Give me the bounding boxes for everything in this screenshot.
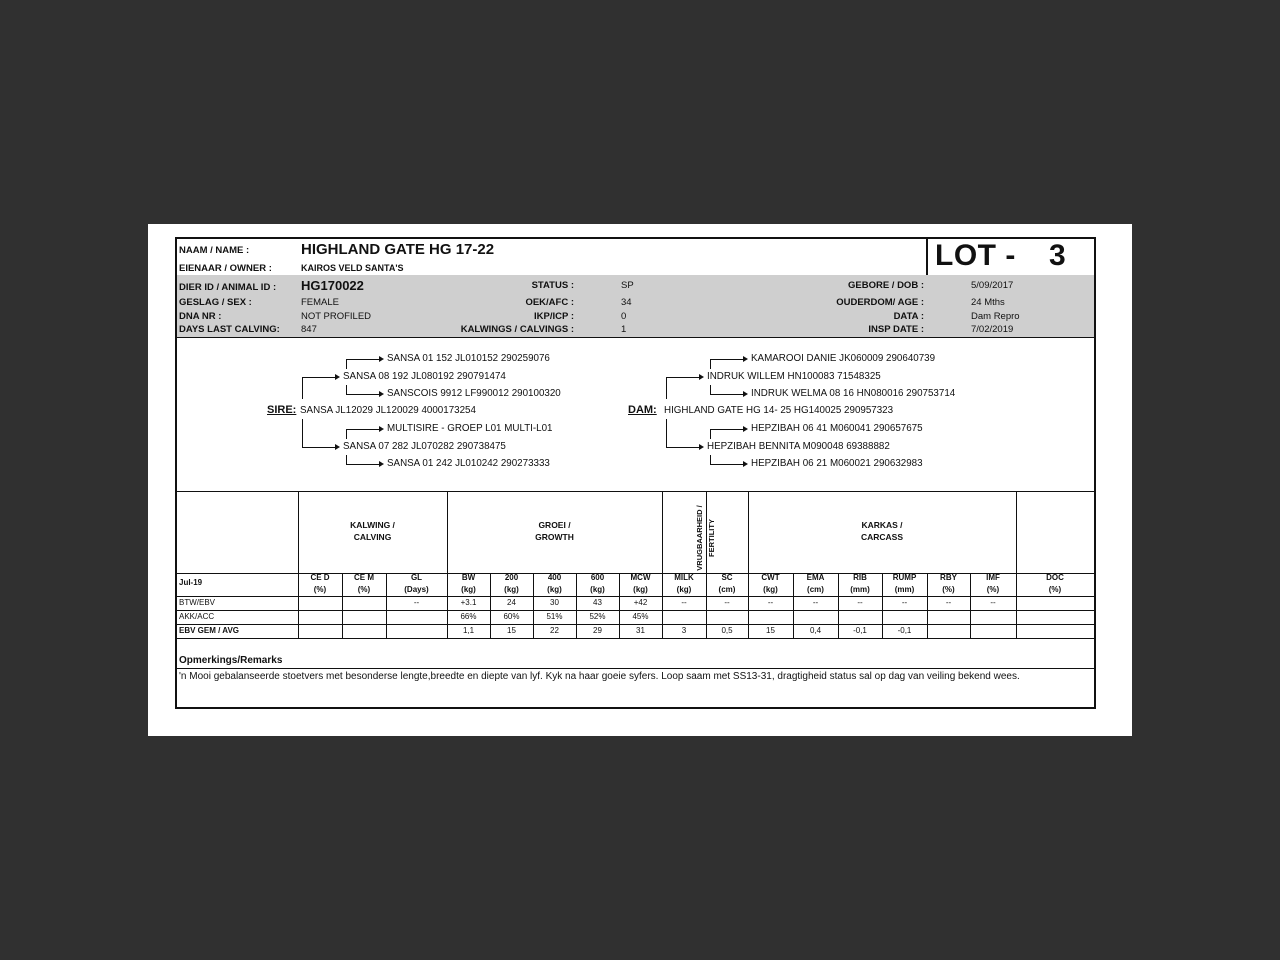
row-label: EBV GEM / AVG bbox=[179, 626, 240, 635]
column-name: RBY bbox=[940, 573, 957, 582]
column-name: 400 bbox=[547, 573, 562, 582]
table-cell: 52% bbox=[589, 612, 606, 621]
column-header-3 bbox=[447, 572, 490, 596]
dna-value: NOT PROFILED bbox=[301, 311, 372, 322]
column-unit: (kg) bbox=[504, 585, 519, 594]
table-vline bbox=[298, 491, 299, 639]
owner-value: KAIROS VELD SANTA'S bbox=[301, 263, 404, 273]
sire-name: SANSA JL12029 JL120029 4000173254 bbox=[300, 405, 476, 416]
table-cell: 66% bbox=[460, 612, 477, 621]
column-name: CE M bbox=[354, 573, 374, 582]
column-header-6 bbox=[576, 572, 619, 596]
dam-dam-line bbox=[666, 419, 700, 448]
column-name: RIB bbox=[853, 573, 867, 582]
table-hline bbox=[177, 624, 1094, 625]
lot-number: 3 bbox=[1049, 239, 1067, 272]
sire-label: SIRE: bbox=[267, 404, 297, 416]
table-cell: 0,4 bbox=[809, 626, 822, 635]
carcass-group-line2: CARCASS bbox=[860, 532, 904, 542]
arrow-icon bbox=[743, 426, 748, 432]
afc-label: OEK/AFC : bbox=[525, 297, 574, 308]
column-unit: (kg) bbox=[676, 585, 692, 594]
column-name: RUMP bbox=[892, 573, 917, 582]
column-unit: (mm) bbox=[850, 585, 870, 594]
status-value: SP bbox=[621, 280, 634, 291]
dam-name: HIGHLAND GATE HG 14- 25 HG140025 290957323 bbox=[664, 405, 894, 416]
column-name: BW bbox=[461, 573, 476, 582]
document-sheet bbox=[148, 224, 1132, 736]
arrow-icon bbox=[379, 461, 384, 467]
afc-value: 34 bbox=[621, 297, 632, 308]
sire-dam-sire-name: MULTISIRE - GROEP L01 MULTI-L01 bbox=[387, 423, 553, 434]
table-cell: 24 bbox=[507, 598, 516, 607]
table-cell: 15 bbox=[766, 626, 775, 635]
column-unit: (Days) bbox=[404, 585, 429, 594]
table-vline bbox=[662, 491, 663, 639]
table-cell: 29 bbox=[593, 626, 602, 635]
column-header-8 bbox=[662, 572, 706, 596]
dam-label: DAM: bbox=[628, 404, 657, 416]
table-cell: -- bbox=[767, 598, 774, 607]
column-name: MCW bbox=[630, 573, 651, 582]
calvings-label: KALWINGS / CALVINGS : bbox=[460, 324, 574, 335]
sire-sire-sire-line bbox=[346, 359, 380, 369]
table-hline bbox=[177, 596, 1094, 597]
table-cell: 51% bbox=[546, 612, 563, 621]
arrow-icon bbox=[379, 426, 384, 432]
dam-sire-sire-line bbox=[710, 359, 744, 369]
table-cell: -- bbox=[990, 598, 996, 607]
column-unit: (kg) bbox=[633, 585, 648, 594]
column-name: 200 bbox=[504, 573, 519, 582]
table-vline bbox=[1016, 491, 1017, 639]
remarks-text: 'n Mooi gebalanseerde stoetvers met besonderse lengte,breedte en diepte van lyf. Kyk na haar goeie syfers. Loop saam met SS13-31, dragtigheid status sal op dag van veiling bekend wees. bbox=[179, 671, 1020, 682]
column-header-0 bbox=[298, 572, 342, 596]
column-unit: (cm) bbox=[807, 585, 824, 594]
sire-sire-line bbox=[302, 377, 336, 399]
column-unit: (%) bbox=[942, 585, 955, 594]
table-cell: -- bbox=[812, 598, 819, 607]
table-cell: 45% bbox=[632, 612, 649, 621]
arrow-icon bbox=[699, 374, 704, 380]
growth-group-header bbox=[447, 519, 662, 543]
table-cell: -- bbox=[681, 598, 687, 607]
period-label: Jul-19 bbox=[179, 578, 203, 587]
column-unit: (mm) bbox=[894, 585, 915, 594]
column-unit: (cm) bbox=[718, 585, 736, 594]
table-cell: -- bbox=[945, 598, 952, 607]
sire-dam-dam-line bbox=[346, 455, 380, 465]
sire-dam-name: SANSA 07 282 JL070282 290738475 bbox=[343, 441, 506, 452]
column-header-7 bbox=[619, 572, 662, 596]
column-header-15 bbox=[970, 572, 1016, 596]
table-cell: -- bbox=[413, 598, 420, 607]
column-header-13 bbox=[882, 572, 927, 596]
arrow-icon bbox=[335, 444, 340, 450]
carcass-group-header bbox=[748, 519, 1016, 543]
animal-lot-card bbox=[175, 237, 1096, 709]
details-band bbox=[177, 275, 1094, 338]
table-hline bbox=[177, 610, 1094, 611]
growth-group-line2: GROWTH bbox=[535, 532, 574, 542]
table-cell: -0,1 bbox=[897, 626, 912, 635]
status-label: STATUS : bbox=[531, 280, 574, 291]
arrow-icon bbox=[699, 444, 704, 450]
remarks-divider bbox=[177, 668, 1094, 669]
icp-value: 0 bbox=[621, 311, 627, 322]
animal-id-value: HG170022 bbox=[301, 278, 364, 293]
animal-name: HIGHLAND GATE HG 17-22 bbox=[301, 241, 495, 258]
sire-dam-sire-line bbox=[346, 429, 380, 439]
table-cell: -- bbox=[901, 598, 908, 607]
dam-dam-name: HEPZIBAH BENNITA M090048 69388882 bbox=[707, 441, 890, 452]
calving-group-line1: KALWING / bbox=[350, 520, 395, 530]
table-cell: +42 bbox=[633, 598, 648, 607]
insp-value: 7/02/2019 bbox=[971, 324, 1014, 335]
lot-box bbox=[926, 239, 1094, 275]
column-header-10 bbox=[748, 572, 793, 596]
column-name: CE D bbox=[310, 573, 330, 582]
table-hline bbox=[177, 638, 1094, 639]
sex-label: GESLAG / SEX : bbox=[179, 297, 252, 308]
sex-value: FEMALE bbox=[301, 297, 340, 308]
calving-group-header bbox=[298, 519, 447, 543]
table-vline bbox=[706, 491, 707, 639]
fertility-group-label: VRUGBAARHEID / FERTILITY bbox=[695, 505, 716, 571]
dam-dam-sire-name: HEPZIBAH 06 41 M060041 290657675 bbox=[751, 423, 923, 434]
name-header bbox=[177, 239, 1094, 276]
arrow-icon bbox=[379, 356, 384, 362]
dam-sire-dam-name: INDRUK WELMA 08 16 HN080016 290753714 bbox=[751, 388, 956, 399]
remarks-title: Opmerkings/Remarks bbox=[179, 655, 283, 666]
column-header-14 bbox=[927, 572, 970, 596]
dam-sire-line bbox=[666, 377, 700, 399]
days-value: 847 bbox=[301, 324, 317, 335]
table-cell: 60% bbox=[503, 612, 520, 621]
column-header-5 bbox=[533, 572, 576, 596]
animal-id-label: DIER ID / ANIMAL ID : bbox=[179, 282, 277, 293]
sire-sire-dam-line bbox=[346, 385, 380, 395]
lot-label: LOT - bbox=[935, 239, 1016, 272]
column-name: CWT bbox=[761, 573, 780, 582]
data-value: Dam Repro bbox=[971, 311, 1020, 322]
dam-sire-sire-name: KAMAROOI DANIE JK060009 290640739 bbox=[751, 353, 936, 364]
column-header-16 bbox=[1016, 572, 1094, 596]
table-cell: +3.1 bbox=[460, 598, 477, 607]
dob-label: GEBORE / DOB : bbox=[847, 280, 924, 291]
column-unit: (kg) bbox=[590, 585, 605, 594]
table-cell: 15 bbox=[507, 626, 516, 635]
dam-dam-dam-name: HEPZIBAH 06 21 M060021 290632983 bbox=[751, 458, 923, 469]
column-unit: (kg) bbox=[547, 585, 562, 594]
table-cell: 30 bbox=[550, 598, 559, 607]
arrow-icon bbox=[743, 391, 748, 397]
column-name: 600 bbox=[590, 573, 605, 582]
icp-label: IKP/ICP : bbox=[534, 311, 574, 322]
column-header-11 bbox=[793, 572, 838, 596]
arrow-icon bbox=[335, 374, 340, 380]
column-header-4 bbox=[490, 572, 533, 596]
column-header-9 bbox=[706, 572, 748, 596]
dam-sire-name: INDRUK WILLEM HN100083 71548325 bbox=[707, 371, 881, 382]
column-unit: (%) bbox=[1048, 585, 1062, 594]
column-header-1 bbox=[342, 572, 386, 596]
age-label: OUDERDOM/ AGE : bbox=[836, 297, 924, 308]
insp-label: INSP DATE : bbox=[868, 324, 924, 335]
table-vline bbox=[748, 491, 749, 639]
table-cell: 0,5 bbox=[721, 626, 733, 635]
column-unit: (%) bbox=[357, 585, 371, 594]
table-cell: -- bbox=[724, 598, 730, 607]
table-cell: 22 bbox=[550, 626, 559, 635]
age-value: 24 Mths bbox=[971, 297, 1005, 308]
table-cell: 1,1 bbox=[462, 626, 475, 635]
owner-label: EIENAAR / OWNER : bbox=[179, 263, 272, 274]
growth-group-line1: GROEI / bbox=[538, 520, 571, 530]
sire-dam-dam-name: SANSA 01 242 JL010242 290273333 bbox=[387, 458, 550, 469]
table-cell: -0,1 bbox=[853, 626, 867, 635]
dam-dam-dam-line bbox=[710, 455, 744, 465]
column-name: DOC bbox=[1046, 573, 1064, 582]
column-name: SC bbox=[721, 573, 733, 582]
pedigree-section bbox=[177, 337, 1094, 492]
sire-sire-dam-name: SANSCOIS 9912 LF990012 290100320 bbox=[387, 388, 561, 399]
column-unit: (kg) bbox=[461, 585, 476, 594]
table-cell: -- bbox=[857, 598, 863, 607]
column-unit: (%) bbox=[313, 585, 327, 594]
dna-label: DNA NR : bbox=[179, 311, 222, 322]
column-name: GL bbox=[410, 573, 423, 582]
dam-dam-sire-line bbox=[710, 429, 744, 439]
name-label: NAAM / NAME : bbox=[179, 245, 250, 256]
table-cell: 43 bbox=[593, 598, 602, 607]
ebv-table bbox=[177, 491, 1094, 639]
table-cell: 31 bbox=[636, 626, 645, 635]
row-label: BTW/EBV bbox=[179, 598, 216, 607]
column-header-12 bbox=[838, 572, 882, 596]
dob-value: 5/09/2017 bbox=[971, 280, 1014, 291]
arrow-icon bbox=[743, 356, 748, 362]
arrow-icon bbox=[743, 461, 748, 467]
row-label: AKK/ACC bbox=[179, 612, 215, 621]
column-name: IMF bbox=[986, 573, 1000, 582]
sire-dam-line bbox=[302, 419, 336, 448]
calvings-value: 1 bbox=[621, 324, 627, 335]
column-header-2 bbox=[386, 572, 447, 596]
data-label: DATA : bbox=[893, 311, 924, 322]
carcass-group-line1: KARKAS / bbox=[861, 520, 903, 530]
calving-group-line2: CALVING bbox=[353, 532, 392, 542]
days-label: DAYS LAST CALVING: bbox=[179, 324, 280, 335]
dam-sire-dam-line bbox=[710, 385, 744, 395]
column-name: EMA bbox=[806, 573, 825, 582]
column-name: MILK bbox=[674, 573, 694, 582]
sire-sire-name: SANSA 08 192 JL080192 290791474 bbox=[343, 371, 506, 382]
sire-sire-sire-name: SANSA 01 152 JL010152 290259076 bbox=[387, 353, 550, 364]
table-cell: 3 bbox=[681, 626, 687, 635]
column-unit: (%) bbox=[986, 585, 1000, 594]
arrow-icon bbox=[379, 391, 384, 397]
column-unit: (kg) bbox=[763, 585, 778, 594]
